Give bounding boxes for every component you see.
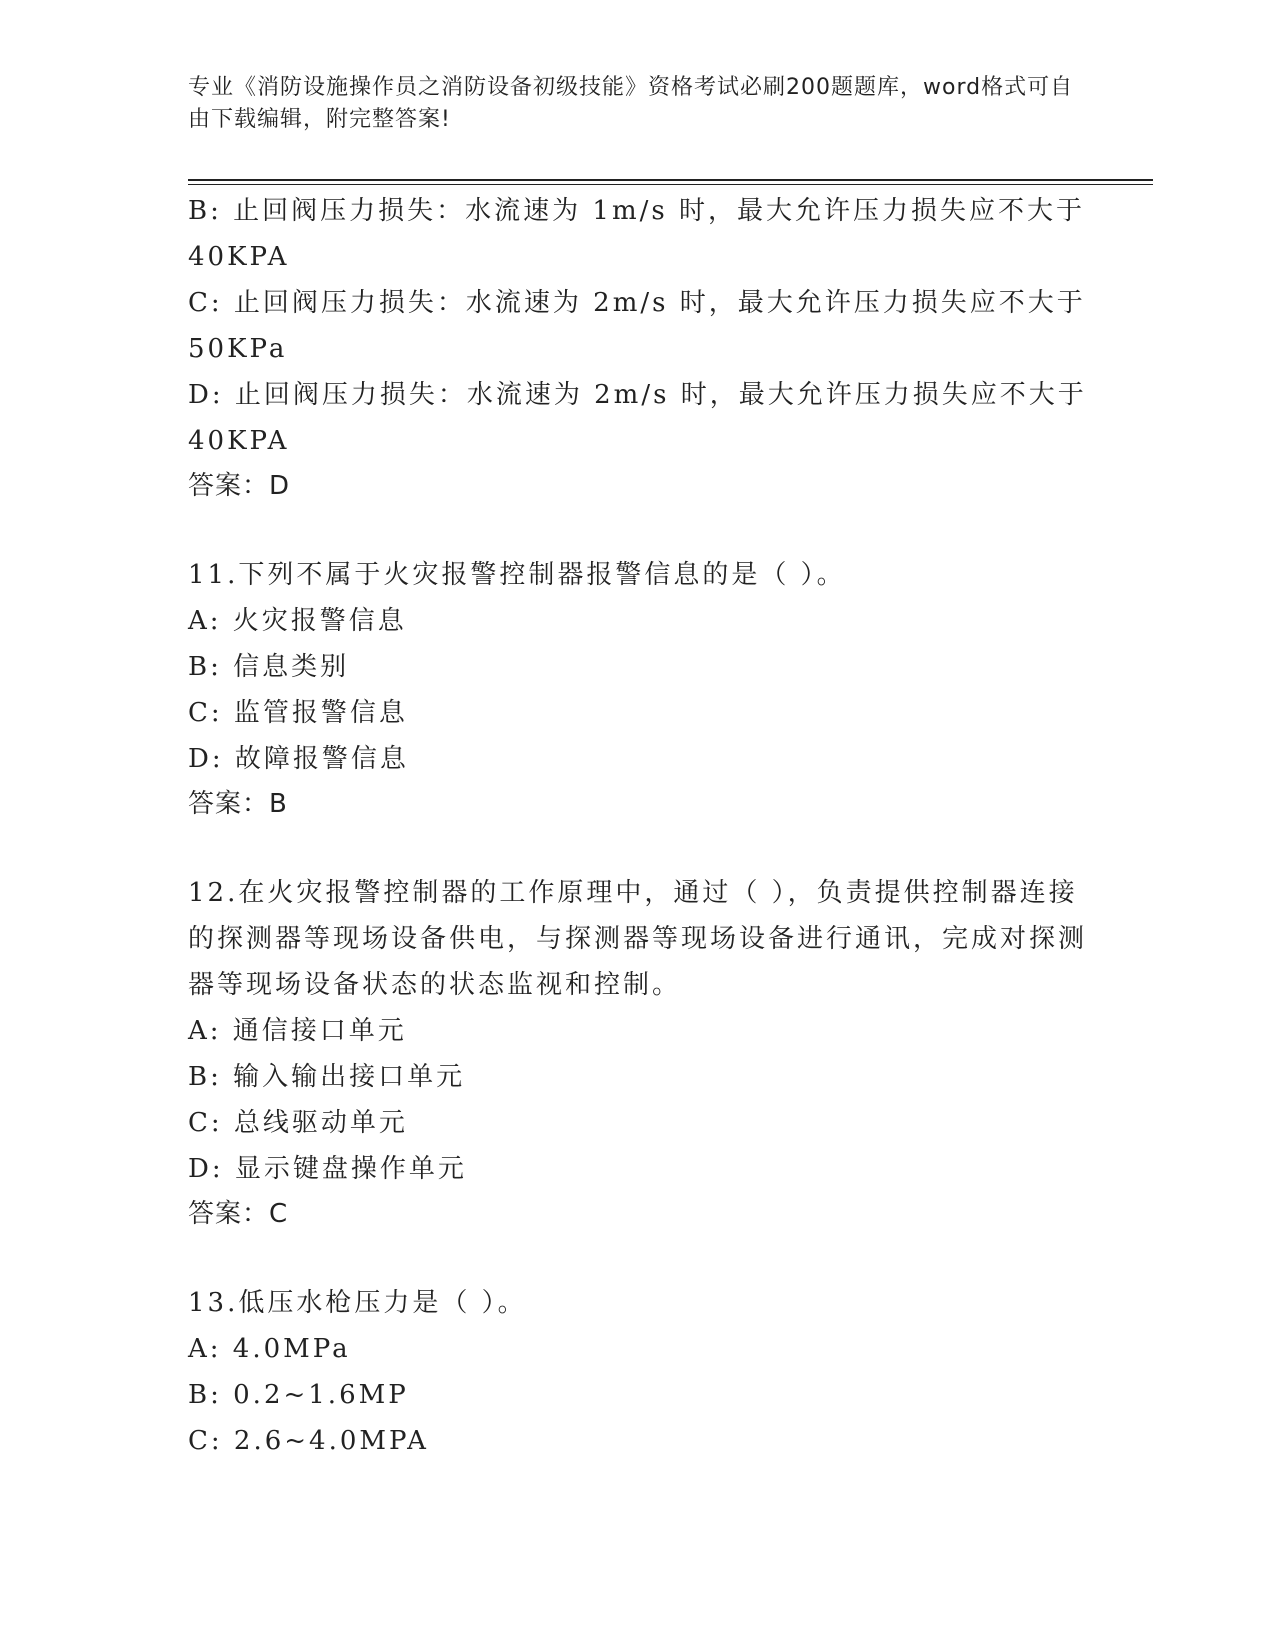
answer-line: 答案：D: [188, 471, 291, 501]
question-12: [188, 870, 1088, 1236]
question-13: [188, 1280, 1088, 1464]
option-d-line2: 40KPA: [188, 426, 290, 456]
option-c: C: 总线驱动单元: [188, 1108, 408, 1138]
option-c-line1: C: 止回阀压力损失：水流速为 2m/s 时，最大允许压力损失应不大于: [188, 288, 1086, 318]
option-d-line1: D: 止回阀压力损失：水流速为 2m/s 时，最大允许压力损失应不大于: [188, 380, 1087, 410]
option-a: A: 通信接口单元: [188, 1016, 407, 1046]
question-10-tail: [188, 188, 1088, 508]
option-b-line1: B: 止回阀压力损失：水流速为 1m/s 时，最大允许压力损失应不大于: [188, 196, 1085, 226]
question-11: [188, 552, 1088, 826]
option-a: A: 火灾报警信息: [188, 606, 407, 636]
option-b: B: 输入输出接口单元: [188, 1062, 466, 1092]
option-d: D: 故障报警信息: [188, 744, 409, 774]
option-c: C: 2.6~4.0MPA: [188, 1426, 429, 1456]
option-a: A: 4.0MPa: [188, 1334, 351, 1364]
option-c-line2: 50KPa: [188, 334, 288, 364]
question-text: 12.在火灾报警控制器的工作原理中，通过（ ），负责提供控制器连接的探测器等现场设备供电，与探测器等现场设备进行通讯，完成对探测器等现场设备状态的状态监视和控制。: [188, 878, 1088, 1000]
question-content: [188, 188, 1088, 1464]
spacer: [188, 1236, 1088, 1280]
option-d: D: 显示键盘操作单元: [188, 1154, 467, 1184]
answer-line: 答案：C: [188, 1199, 289, 1229]
spacer: [188, 508, 1088, 552]
question-text: 11.下列不属于火灾报警控制器报警信息的是（ ）。: [188, 560, 846, 590]
option-b-line2: 40KPA: [188, 242, 290, 272]
header-divider-thick: [188, 179, 1153, 181]
answer-line: 答案：B: [188, 789, 288, 819]
option-c: C: 监管报警信息: [188, 698, 408, 728]
document-header: 专业《消防设施操作员之消防设备初级技能》资格考试必刷200题题库，word格式可自由下载编辑，附完整答案!: [188, 75, 1074, 132]
question-text: 13.低压水枪压力是（ ）。: [188, 1288, 527, 1318]
header-divider-thin: [188, 184, 1153, 185]
spacer: [188, 826, 1088, 870]
option-b: B: 信息类别: [188, 652, 350, 682]
option-b: B: 0.2~1.6MP: [188, 1380, 409, 1410]
